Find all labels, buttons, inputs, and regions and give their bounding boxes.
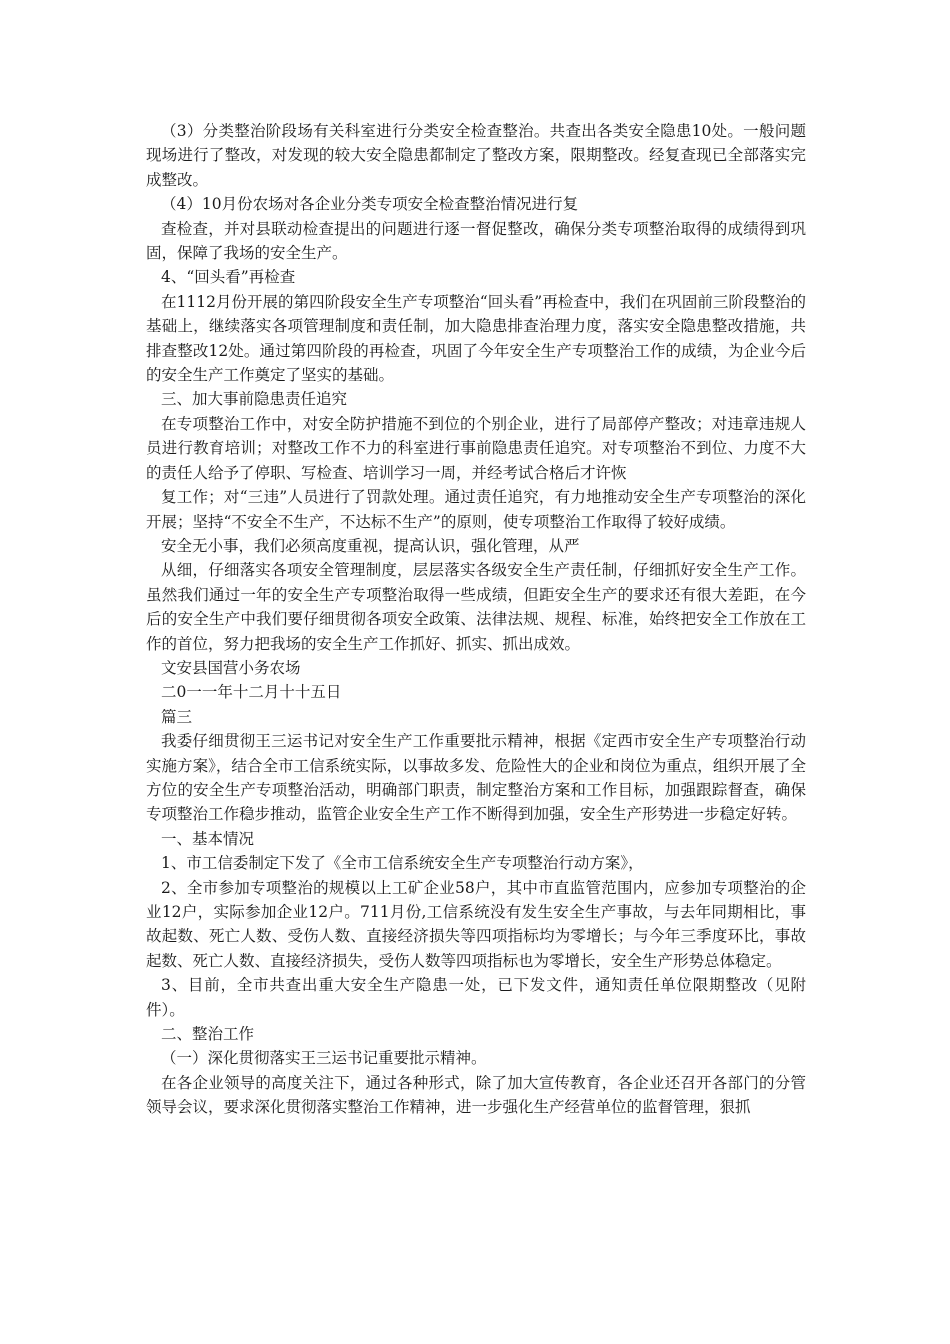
- signature-date: 二0一一年十二月十十五日: [161, 683, 342, 702]
- paragraph: 在1112月份开展的第四阶段安全生产专项整治“回头看”再检查中，我们在巩固前三阶段整治的基础上，继续落实各项管理制度和责任制，加大隐患排查治理力度，落实安全隐患整改措施，共排查整改12处。通过第四阶段的再检查，巩固了今年安全生产专项整治工作的成绩，为企业今后的安全生产工作奠定了坚实的基础。: [146, 292, 806, 385]
- paragraph: 我委仔细贯彻王三运书记对安全生产工作重要批示精神，根据《定西市安全生产专项整治行动实施方案》，结合全市工信系统实际，以事故多发、危险性大的企业和岗位为重点，组织开展了全方位的安全生产专项整治活动，明确部门职责，制定整治方案和工作目标，加强跟踪督查，确保专项整治工作稳步推动，监管企业安全生产工作不断得到加强，安全生产形势进一步稳定好转。: [146, 732, 806, 824]
- paragraph: 2、全市参加专项整治的规模以上工矿企业58户，其中市直监管范围内，应参加专项整治的企业12户，实际参加企业12户。711月份,工信系统没有发生安全生产事故，与去年同期相比，事故起数、死亡人数、受伤人数、直接经济损失等四项指标均为零增长；与今年三季度环比，事故起数、死亡人数、直接经济损失，受伤人数等四项指标也为零增长，安全生产形势总体稳定。: [146, 878, 806, 970]
- sub-heading: （一）深化贯彻落实王三运书记重要批示精神。: [161, 1049, 487, 1068]
- section-heading: 篇三: [161, 707, 193, 726]
- paragraph: （3）分类整治阶段场有关科室进行分类安全检查整治。共查出各类安全隐患10处。一般问题现场进行了整改，对发现的较大安全隐患都制定了整改方案，限期整改。经复查现已全部落实完成整改。: [146, 122, 806, 189]
- paragraph: 复工作；对“三违”人员进行了罚款处理。通过责任追究，有力地推动安全生产专项整治的深化开展；坚持“不安全不生产，不达标不生产”的原则，使专项整治工作取得了较好成绩。: [146, 488, 806, 531]
- section-heading: 4、“回头看”再检查: [161, 268, 296, 287]
- signature-org: 文安县国营小务农场: [161, 658, 301, 677]
- paragraph: 在专项整治工作中，对安全防护措施不到位的个别企业，进行了局部停产整改；对违章违规人员进行教育培训；对整改工作不力的科室进行事前隐患责任追究。对专项整治不到位、力度不大的责任人给予了停职、写检查、培训学习一周，并经考试合格后才许恢: [146, 414, 806, 482]
- section-heading: 二、整治工作: [161, 1025, 255, 1044]
- paragraph: （4）10月份农场对各企业分类专项安全检查整治情况进行复: [161, 195, 579, 214]
- paragraph: 查检查，并对县联动检查提出的问题进行逐一督促整改，确保分类专项整治取得的成绩得到巩固，保障了我场的安全生产。: [146, 219, 806, 263]
- document-body: [146, 119, 806, 1120]
- section-heading: 一、基本情况: [161, 829, 255, 848]
- paragraph: 1、市工信委制定下发了《全市工信系统安全生产专项整治行动方案》，: [161, 854, 644, 873]
- paragraph: 从细，仔细落实各项安全管理制度，层层落实各级安全生产责任制，仔细抓好安全生产工作。虽然我们通过一年的安全生产专项整治取得一些成绩，但距安全生产的要求还有很大差距，在今后的安全生产中我们要仔细贯彻各项安全政策、法律法规、规程、标准，始终把安全工作放在工作的首位，努力把我场的安全生产工作抓好、抓实、抓出成效。: [146, 561, 806, 653]
- paragraph: 安全无小事，我们必须高度重视，提高认识，强化管理，从严: [161, 536, 580, 555]
- paragraph: 3、目前，全市共查出重大安全生产隐患一处，已下发文件，通知责任单位限期整改（见附件）。: [146, 976, 806, 1019]
- paragraph: 在各企业领导的高度关注下，通过各种形式，除了加大宣传教育，各企业还召开各部门的分管领导会议，要求深化贯彻落实整治工作精神，进一步强化生产经营单位的监督管理，狠抓: [146, 1073, 806, 1117]
- section-heading: 三、加大事前隐患责任追究: [161, 390, 348, 409]
